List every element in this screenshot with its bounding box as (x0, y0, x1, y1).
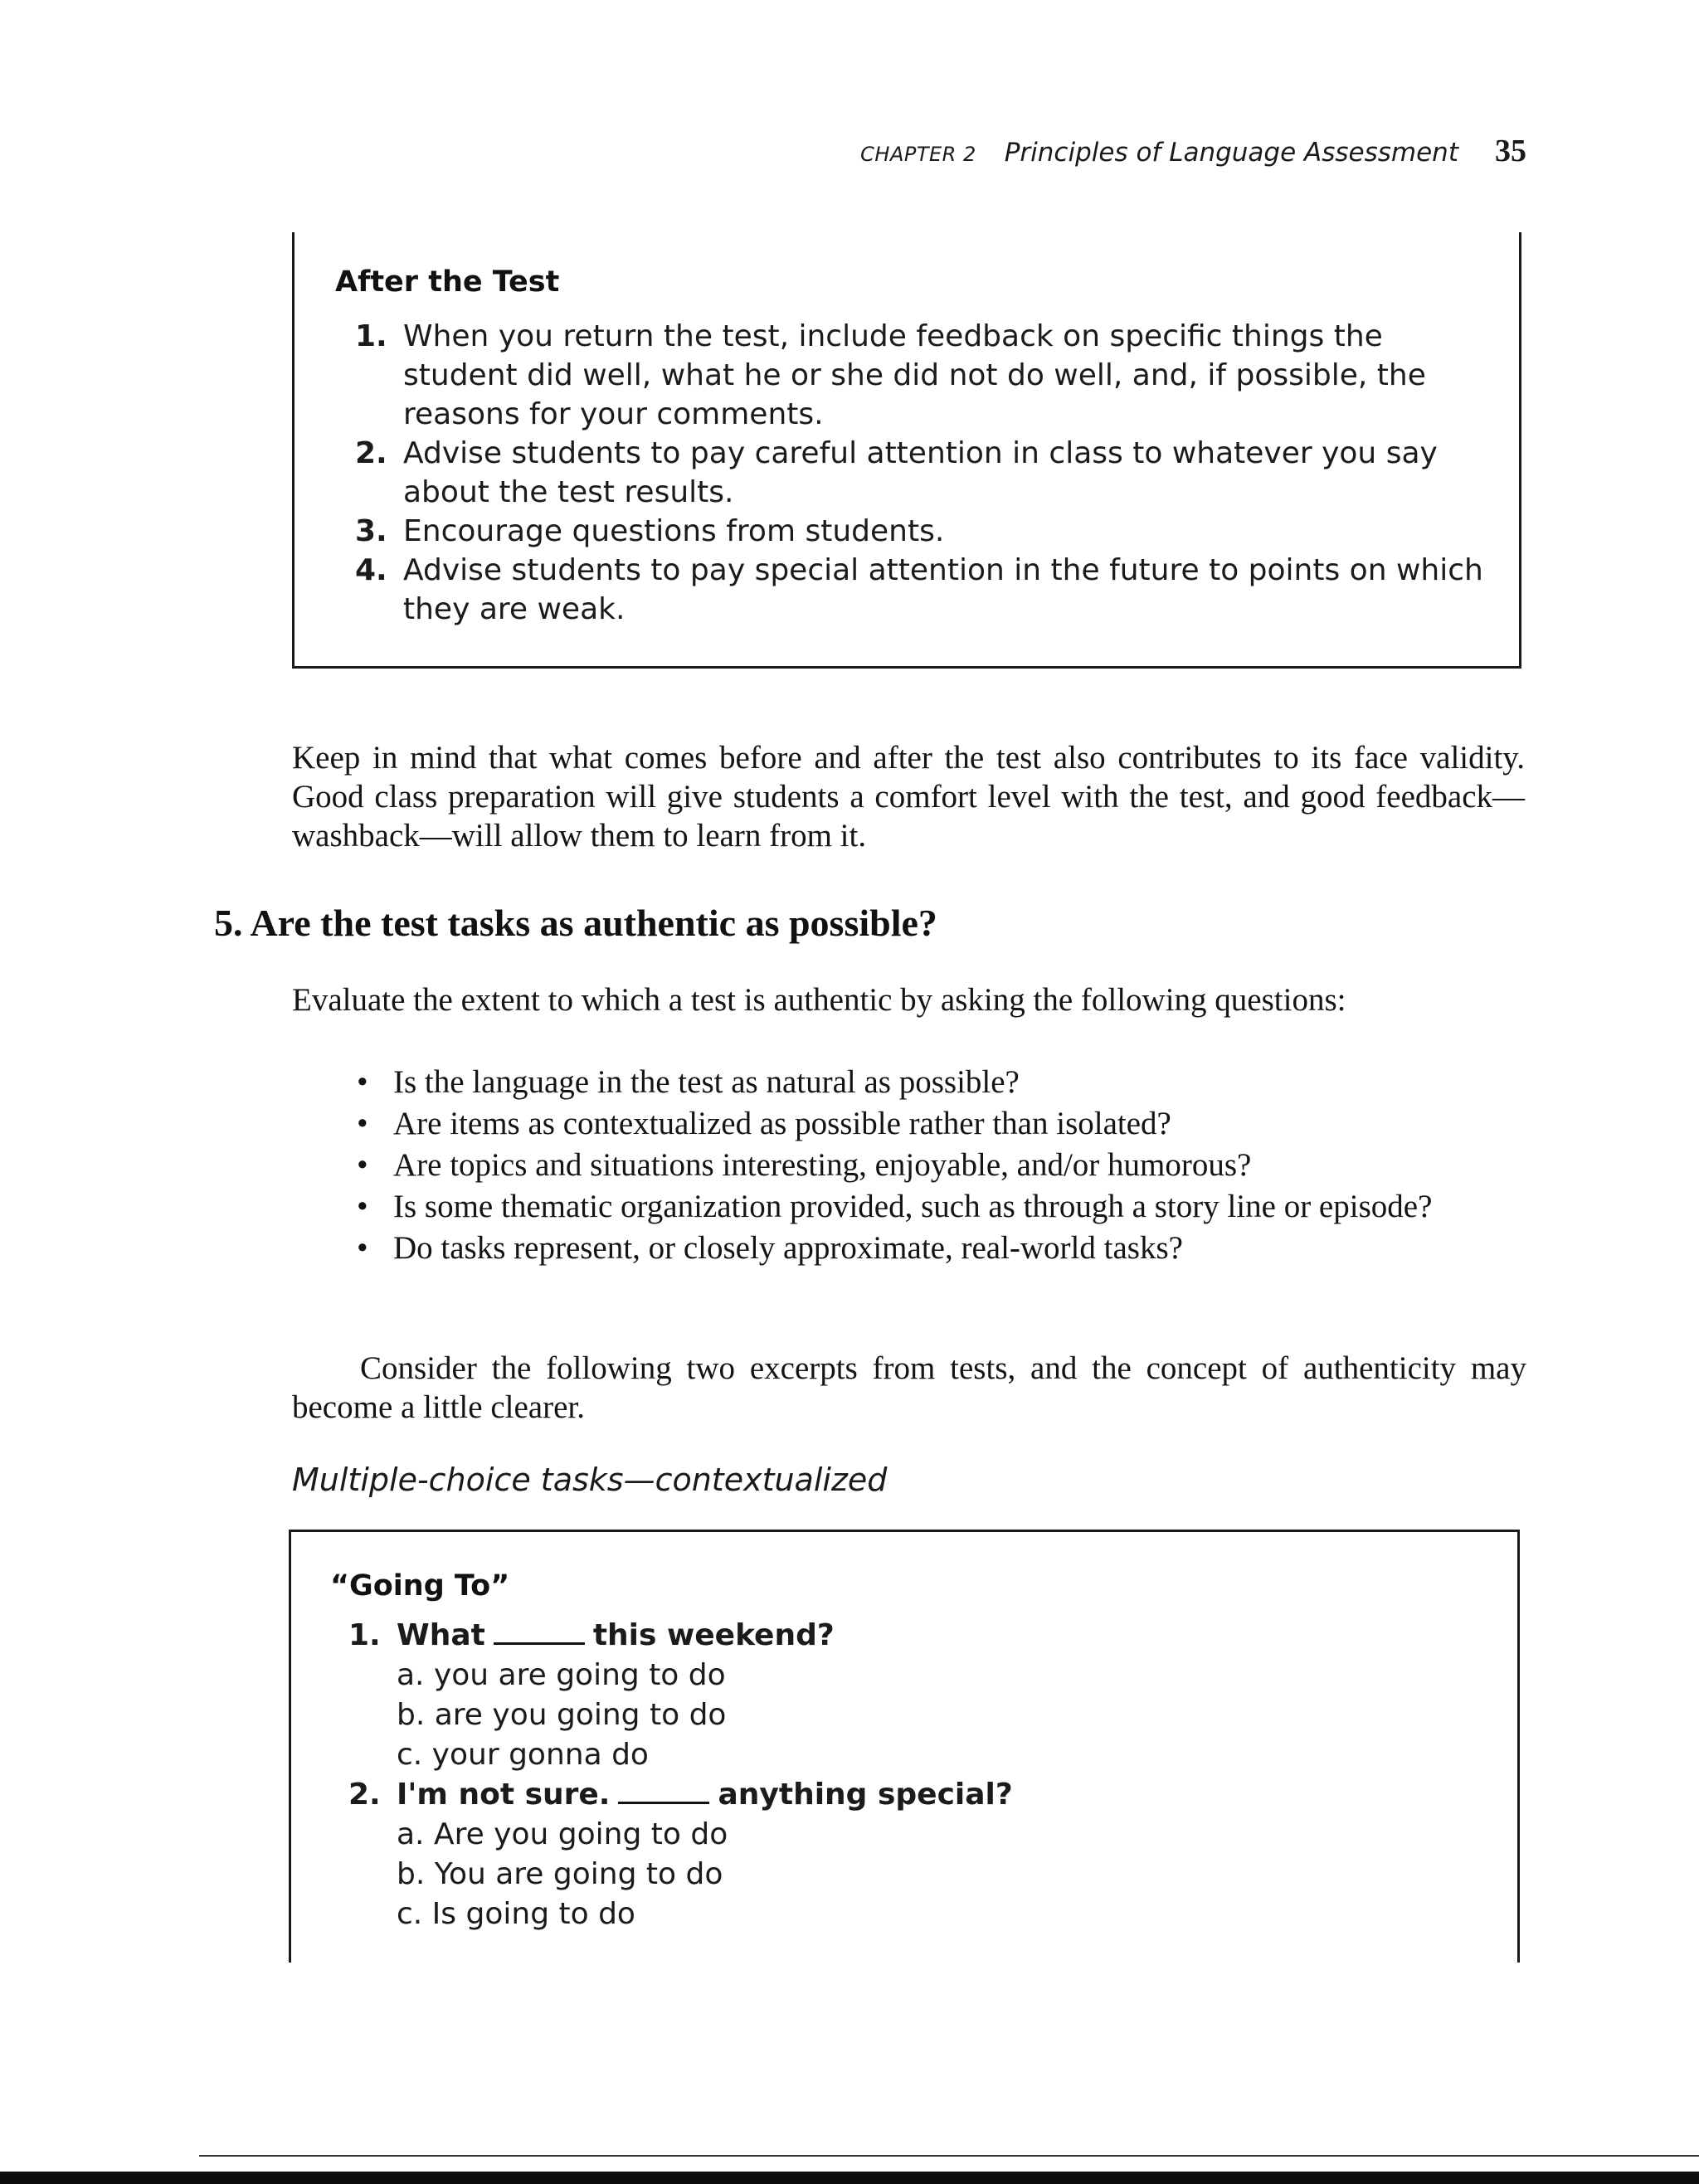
list-item (357, 1103, 1526, 1145)
item-number: 4. (355, 553, 387, 587)
item-number: 1. (355, 319, 387, 353)
option: b. You are going to do (397, 1857, 723, 1891)
item-text: Advise students to pay careful attention in class to whatever you say about the test results. (403, 436, 1438, 509)
page-number: 35 (1495, 134, 1526, 168)
bottom-rule (199, 2155, 1699, 2157)
list-item (357, 1228, 1526, 1269)
running-header (860, 133, 1526, 169)
option: c. Is going to do (397, 1897, 635, 1931)
bullet-icon: • (357, 1230, 368, 1266)
face-validity-paragraph: Keep in mind that what comes before and after the test also contributes to its face validity. Good class preparation will give students a comfort level with the test, and good feedback—washback—will allow them to learn from it. (292, 740, 1525, 854)
answer-blank (494, 1621, 585, 1645)
section-heading: 5. Are the test tasks as authentic as possible? (214, 902, 937, 944)
going-to-title: “Going To” (330, 1569, 510, 1603)
consider-paragraph: Consider the following two excerpts from tests, and the concept of authenticity may become a little clearer. (292, 1350, 1526, 1425)
option: b. are you going to do (397, 1698, 727, 1732)
after-the-test-list (355, 317, 1483, 629)
item-text: Encourage questions from students. (403, 514, 945, 548)
question-2 (348, 1775, 1013, 1815)
item-number: 2. (355, 436, 387, 470)
bullet-text: Do tasks represent, or closely approximate, real-world tasks? (393, 1230, 1183, 1266)
question-number: 2. (348, 1778, 381, 1812)
question-text-before: What (397, 1618, 485, 1652)
bullet-text: Are topics and situations interesting, enjoyable, and/or humorous? (393, 1147, 1252, 1183)
bullet-icon: • (357, 1106, 368, 1141)
item-text: When you return the test, include feedback on specific things the student did well, what he or she did not do well, and, if possible, the reasons for your comments. (403, 319, 1426, 431)
chapter-title: Principles of Language Assessment (1004, 138, 1458, 168)
chapter-label: CHAPTER 2 (860, 143, 976, 166)
list-item (355, 551, 1483, 629)
list-item (357, 1186, 1526, 1228)
bullet-text: Are items as contextualized as possible rather than isolated? (393, 1106, 1171, 1141)
going-to-questions (348, 1616, 1013, 1934)
question-text-after: this weekend? (592, 1618, 835, 1652)
bullet-icon: • (357, 1189, 368, 1224)
scan-edge (0, 2172, 1699, 2184)
bullet-text: Is the language in the test as natural as possible? (393, 1064, 1020, 1100)
list-item (357, 1145, 1526, 1186)
authenticity-questions (357, 1062, 1526, 1269)
bullet-icon: • (357, 1147, 368, 1183)
item-text: Advise students to pay special attention in the future to points on which they are weak. (403, 553, 1483, 626)
multiple-choice-subheading: Multiple-choice tasks—contextualized (292, 1462, 888, 1498)
option: a. Are you going to do (397, 1817, 728, 1851)
bullet-icon: • (357, 1064, 368, 1100)
item-number: 3. (355, 514, 387, 548)
list-item (355, 512, 1483, 551)
after-the-test-heading: After the Test (335, 265, 560, 299)
bullet-text: Is some thematic organization provided, such as through a story line or episode? (393, 1189, 1433, 1224)
list-item (357, 1062, 1526, 1103)
question-text-after: anything special? (718, 1778, 1013, 1812)
section-intro: Evaluate the extent to which a test is authentic by asking the following questions: (292, 982, 1346, 1018)
list-item (355, 317, 1483, 434)
list-item (355, 434, 1483, 512)
question-1 (348, 1616, 1013, 1656)
option: c. your gonna do (397, 1738, 649, 1772)
question-text-before: I'm not sure. (397, 1778, 611, 1812)
answer-blank (618, 1780, 709, 1804)
option: a. you are going to do (397, 1658, 726, 1692)
question-number: 1. (348, 1618, 381, 1652)
